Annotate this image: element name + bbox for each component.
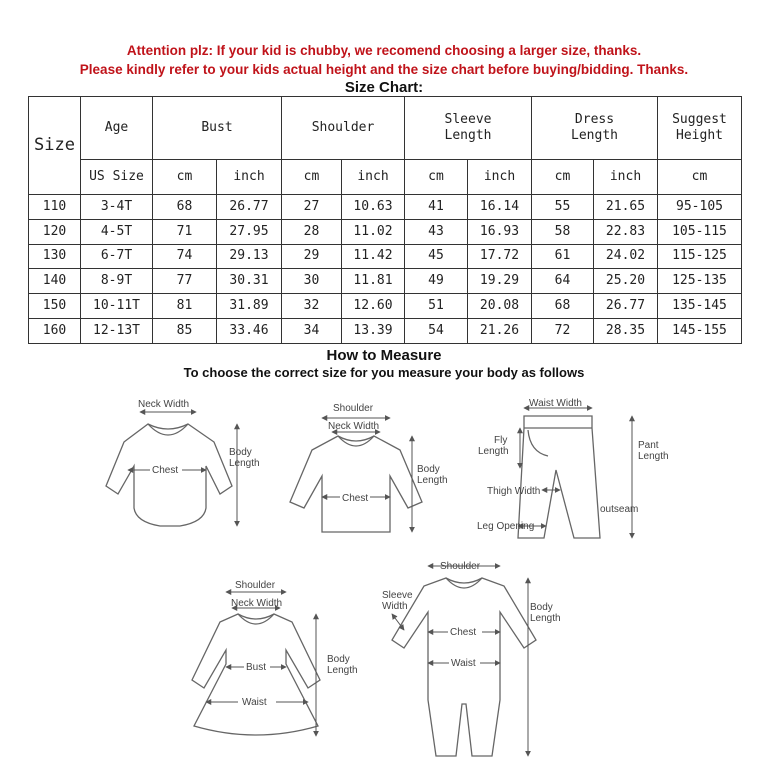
unit-cell: cm: [282, 160, 342, 195]
table-cell: 125-135: [658, 269, 742, 294]
bodysuit-body-label: Body: [229, 447, 252, 458]
header-age: Age: [81, 97, 153, 160]
table-cell: 55: [532, 194, 594, 219]
romper-body-label: Body: [530, 602, 553, 613]
table-cell: 10.63: [342, 194, 405, 219]
table-cell: 64: [532, 269, 594, 294]
table-cell: 120: [29, 219, 81, 244]
table-cell: 3-4T: [81, 194, 153, 219]
table-cell: 81: [153, 294, 217, 319]
table-header-row: [29, 97, 742, 160]
dress-bust-label: Bust: [246, 662, 267, 673]
table-row: [29, 194, 742, 219]
romper-shoulder-label: Shoulder: [440, 561, 481, 572]
romper-sleeve-width-label: Width: [382, 601, 408, 612]
table-cell: 71: [153, 219, 217, 244]
table-cell: 130: [29, 244, 81, 269]
table-cell: 13.39: [342, 319, 405, 344]
dress-shoulder-label: Shoulder: [235, 580, 276, 591]
dress-waist-label: Waist: [242, 697, 267, 708]
table-cell: 54: [405, 319, 468, 344]
table-cell: 110: [29, 194, 81, 219]
pants-pant-label: Pant: [638, 440, 659, 451]
table-cell: 10-11T: [81, 294, 153, 319]
table-cell: 11.02: [342, 219, 405, 244]
table-cell: 26.77: [217, 194, 282, 219]
table-cell: 29: [282, 244, 342, 269]
table-cell: 32: [282, 294, 342, 319]
table-cell: 77: [153, 269, 217, 294]
shirt-body-label: Body: [417, 464, 440, 475]
table-cell: 49: [405, 269, 468, 294]
table-cell: 26.77: [594, 294, 658, 319]
table-cell: 16.93: [468, 219, 532, 244]
table-cell: 41: [405, 194, 468, 219]
pants-pant-length-label: Length: [638, 451, 669, 462]
unit-cell: US Size: [81, 160, 153, 195]
table-cell: 28: [282, 219, 342, 244]
how-to-measure-subtitle: To choose the correct size for you measure your body as follows: [183, 365, 585, 380]
table-cell: 68: [532, 294, 594, 319]
header-dress-line2: Length: [571, 128, 618, 144]
table-cell: 58: [532, 219, 594, 244]
measurement-diagrams: [0, 385, 768, 768]
romper-waist-label: Waist: [451, 658, 476, 669]
table-cell: 45: [405, 244, 468, 269]
table-cell: 12-13T: [81, 319, 153, 344]
table-cell: 21.65: [594, 194, 658, 219]
shirt-shoulder-label: Shoulder: [333, 403, 374, 414]
shirt-chest-label: Chest: [342, 493, 369, 504]
table-cell: 115-125: [658, 244, 742, 269]
table-cell: 4-5T: [81, 219, 153, 244]
table-cell: 20.08: [468, 294, 532, 319]
header-size: Size: [29, 97, 81, 195]
table-cell: 24.02: [594, 244, 658, 269]
header-height-line1: Suggest: [672, 111, 727, 127]
table-cell: 21.26: [468, 319, 532, 344]
table-cell: 31.89: [217, 294, 282, 319]
table-cell: 22.83: [594, 219, 658, 244]
table-cell: 68: [153, 194, 217, 219]
dress-length-label: Length: [327, 665, 358, 676]
table-cell: 72: [532, 319, 594, 344]
unit-cell: cm: [532, 160, 594, 195]
header-dress-length: [532, 97, 658, 160]
dress-neck-label: Neck Width: [231, 598, 283, 609]
size-rows: [29, 194, 742, 343]
table-cell: 105-115: [658, 219, 742, 244]
size-chart-title: Size Chart:: [344, 79, 424, 96]
table-cell: 61: [532, 244, 594, 269]
table-cell: 30: [282, 269, 342, 294]
unit-cell: inch: [217, 160, 282, 195]
table-cell: 51: [405, 294, 468, 319]
shirt-length-label: Length: [417, 475, 448, 486]
table-cell: 95-105: [658, 194, 742, 219]
table-cell: 29.13: [217, 244, 282, 269]
header-suggest-height: [658, 97, 742, 160]
table-row: [29, 219, 742, 244]
table-row: [29, 294, 742, 319]
table-row: [29, 319, 742, 344]
table-row: [29, 244, 742, 269]
notice-line-1: Attention plz: If your kid is chubby, we recomend choosing a larger size, thanks.: [126, 43, 642, 58]
header-sleeve-line1: Sleeve: [444, 111, 492, 127]
table-cell: 12.60: [342, 294, 405, 319]
pants-outseam-label: outseam: [600, 504, 639, 515]
romper-diagram: [382, 561, 561, 756]
table-cell: 43: [405, 219, 468, 244]
table-cell: 33.46: [217, 319, 282, 344]
header-sleeve-line2: Length: [444, 128, 492, 144]
bodysuit-diagram: [106, 399, 260, 526]
unit-cell: inch: [342, 160, 405, 195]
pants-waist-label: Waist Width: [529, 398, 582, 409]
unit-cell: cm: [658, 160, 742, 195]
table-cell: 19.29: [468, 269, 532, 294]
unit-cell: cm: [405, 160, 468, 195]
bodysuit-neck-label: Neck Width: [138, 399, 190, 410]
bodysuit-chest-label: Chest: [152, 465, 179, 476]
table-cell: 34: [282, 319, 342, 344]
table-cell: 160: [29, 319, 81, 344]
table-row: [29, 269, 742, 294]
table-cell: 16.14: [468, 194, 532, 219]
header-dress-line1: Dress: [574, 111, 615, 127]
romper-length-label: Length: [530, 613, 561, 624]
table-cell: 140: [29, 269, 81, 294]
romper-chest-label: Chest: [450, 627, 477, 638]
table-cell: 30.31: [217, 269, 282, 294]
romper-sleeve-label: Sleeve: [382, 590, 413, 601]
pants-leg-label: Leg Opening: [477, 521, 535, 532]
size-chart-table: [28, 96, 742, 344]
pants-diagram: [477, 398, 669, 538]
table-cell: 11.81: [342, 269, 405, 294]
table-cell: 17.72: [468, 244, 532, 269]
shirt-diagram: [290, 403, 448, 532]
notice-line-2: Please kindly refer to your kids actual height and the size chart before buying/bidding. Thanks.: [79, 62, 689, 77]
table-cell: 85: [153, 319, 217, 344]
table-cell: 6-7T: [81, 244, 153, 269]
table-cell: 27: [282, 194, 342, 219]
header-sleeve-length: [405, 97, 532, 160]
table-cell: 11.42: [342, 244, 405, 269]
pants-fly-length-label: Length: [478, 446, 509, 457]
bodysuit-length-label: Length: [229, 458, 260, 469]
table-cell: 74: [153, 244, 217, 269]
table-cell: 27.95: [217, 219, 282, 244]
header-bust: Bust: [153, 97, 282, 160]
unit-cell: cm: [153, 160, 217, 195]
table-cell: 8-9T: [81, 269, 153, 294]
unit-cell: inch: [468, 160, 532, 195]
dress-diagram: [192, 580, 358, 736]
table-cell: 28.35: [594, 319, 658, 344]
table-cell: 150: [29, 294, 81, 319]
table-cell: 135-145: [658, 294, 742, 319]
table-cell: 145-155: [658, 319, 742, 344]
pants-thigh-label: Thigh Width: [487, 486, 541, 497]
header-shoulder: Shoulder: [282, 97, 405, 160]
how-to-measure-title: How to Measure: [326, 347, 442, 364]
dress-body-label: Body: [327, 654, 350, 665]
pants-fly-label: Fly: [494, 435, 508, 446]
unit-cell: inch: [594, 160, 658, 195]
table-unit-row: [29, 160, 742, 195]
table-cell: 25.20: [594, 269, 658, 294]
shirt-neck-label: Neck Width: [328, 421, 380, 432]
header-height-line2: Height: [676, 128, 723, 144]
